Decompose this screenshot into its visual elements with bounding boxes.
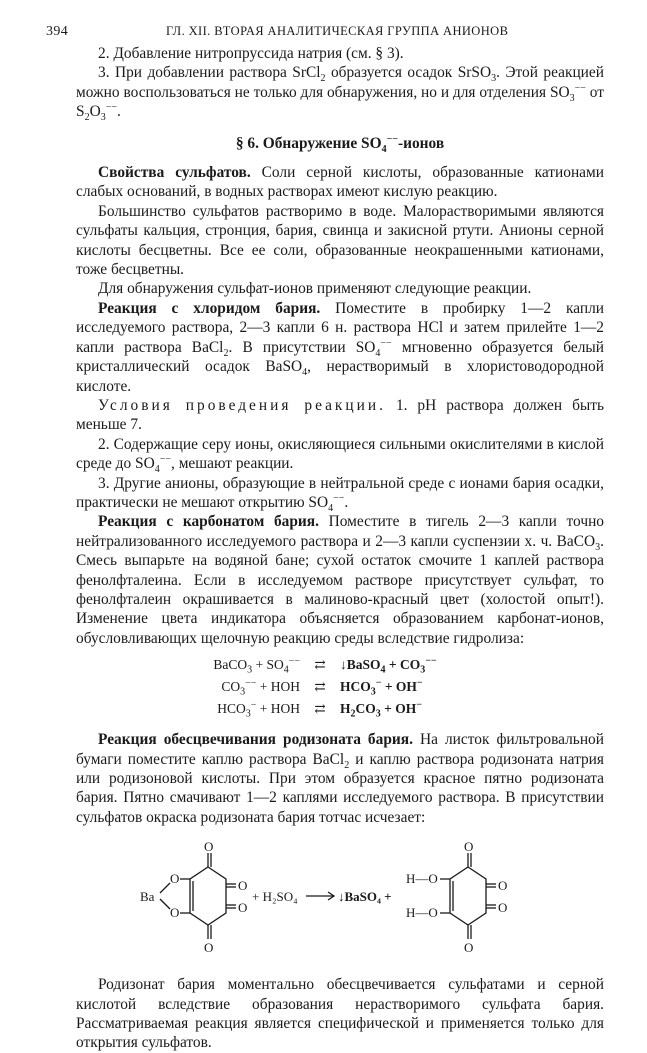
oxygen-bottom-left: O (204, 940, 214, 956)
condition-2: 2. Содержащие серу ионы, окисляющиеся сильными окислителями в кислой среде до $SO_4^{--}$, мешают реакции. (76, 435, 604, 476)
equilibrium-arrow: ⇄ (314, 657, 326, 673)
reaction-2-label: Реакция с карбонатом бария. (98, 513, 319, 531)
hydroxyl-2: H—O (406, 905, 438, 921)
oxygen-right-1: O (238, 878, 248, 894)
page-number: 394 (46, 24, 69, 39)
hydroxyl-1: H—O (406, 871, 438, 887)
equation-3: $HCO_3^-$ + HOH ⇄ $H_2CO_3 + OH^-$ (217, 699, 422, 720)
structural-formula-diagram (76, 831, 604, 969)
solubility-paragraph: Большинство сульфатов растворимо в воде. Малорастворимыми являются сульфаты кальция, стронция, бария, свинца и закисной ртути. Анионы серной кислоты бесцветны. Все ее соли, образованные неокрашенными катионами, тоже бесцветны. (76, 202, 604, 279)
section-heading: § 6. Обнаружение $SO_4^{--}$-ионов (235, 133, 445, 155)
barium-sulfate-product: ↓BaSO₄ + (338, 889, 392, 905)
oxygen-bottom-right: O (464, 940, 474, 956)
conditions-paragraph: Условия проведения реакции. 1. pH раствора должен быть меньше 7. (76, 396, 604, 434)
oxygen-top-left: O (204, 839, 214, 855)
oxygen-ba-1: O (170, 871, 180, 887)
barium-atom: Ba (140, 889, 155, 905)
book-page (46, 22, 605, 1053)
oxygen-right-3: O (498, 878, 508, 894)
oxygen-right-2: O (238, 900, 248, 916)
intro-paragraph-1: 2. Добавление нитропруссида натрия (см. § 3). (98, 45, 404, 62)
condition-3: 3. Другие анионы, образующие в нейтральной среде с ионами бария осадки, практически не мешают открытию $SO_4^{--}$. (76, 474, 604, 515)
equilibrium-arrow: ⇄ (314, 679, 326, 695)
running-title: ГЛ. XII. ВТОРАЯ АНАЛИТИЧЕСКАЯ ГРУППА АНИОНОВ (166, 24, 509, 38)
properties-label: Свойства сульфатов. (98, 164, 251, 182)
conditions-label: Условия проведения реакции. (98, 396, 386, 414)
reaction-barium-chloride: Реакция с хлоридом бария. Поместите в пробирку 1—2 капли исследуемого раствора, 2—3 капли 6 н. раствора HCl и затем прилейте 1—2 капли раствора BaCl$_2$. В присутствии $SO_4^{--}$ мгновенно образуется белый кристаллический осадок BaSO$_4$, нерастворимый в хлористоводородной кислоте. (76, 299, 605, 395)
hydrolysis-equations (212, 654, 604, 720)
closing-paragraph: Родизонат бария моментально обесцвечивается сульфатами и серной кислотой вследствие образования нерастворимого сульфата бария. Рассматриваемая реакция является специфической и применяется только для открытия сульфатов. (76, 976, 604, 1052)
reaction-barium-carbonate: Реакция с карбонатом бария. Поместите в тигель 2—3 капли точно нейтрализованного исследуемого раствора и 2—3 капли суспензии х. ч. BaCO$_3$. Смесь выпарьте на водяной бане; сухой остаток смочите 1 каплей раствора фенолфталеина. Если в исследуемом растворе присутствует сульфат, то фенолфталеин окрашивается в малиново-красный цвет (холостой опыт!). Изменение цвета индикатора объясняется образованием карбонат-ионов, обусловливающих щелочную реакцию среды вследствие гидролиза: (76, 513, 604, 647)
reaction-1-label: Реакция с хлоридом бария. (98, 299, 321, 317)
detection-intro: Для обнаружения сульфат-ионов применяют следующие реакции. (98, 280, 532, 298)
page-header (46, 22, 604, 44)
reaction-3-label: Реакция обесцвечивания родизоната бария. (98, 731, 413, 749)
oxygen-top-right: O (464, 839, 474, 855)
properties-paragraph: Свойства сульфатов. Соли серной кислоты, образованные катионами слабых оснований, в водных растворах имеют кислую реакцию. (76, 164, 604, 201)
equation-1: BaCO$_3$ + $SO_4^{--}$ ⇄ ↓BaSO$_4$ + $CO_3^{--}$ (213, 655, 437, 676)
equilibrium-arrow: ⇄ (314, 701, 326, 717)
reaction-rhodizonate: Реакция обесцвечивания родизоната бария. На листок фильтровальной бумаги поместите каплю раствора BaCl$_2$ и каплю раствора родизоната натрия или родизоновой кислоты. При этом образуется красное пятно родизоната бария. Пятно смачивают 1—2 каплями исследуемого раствора. В присутствии сульфатов окраска родизоната бария тотчас исчезает: (76, 731, 604, 826)
plus-sulfuric-acid: + H₂SO₄ (252, 889, 298, 905)
oxygen-ba-2: O (170, 905, 180, 921)
oxygen-right-4: O (498, 900, 508, 916)
equation-2: $CO_3^{--}$ + HOH ⇄ $HCO_3^- + OH^-$ (221, 677, 423, 698)
intro-paragraph-2: 3. При добавлении раствора SrCl$_2$ образуется осадок SrSO$_3$. Этой реакцией можно воспользоваться не только для обнаружения, но и для отделения $SO_3^{--}$ от $S_2O_3^{--}$. (76, 64, 604, 124)
rhodizonate-reaction-scheme (76, 831, 604, 969)
